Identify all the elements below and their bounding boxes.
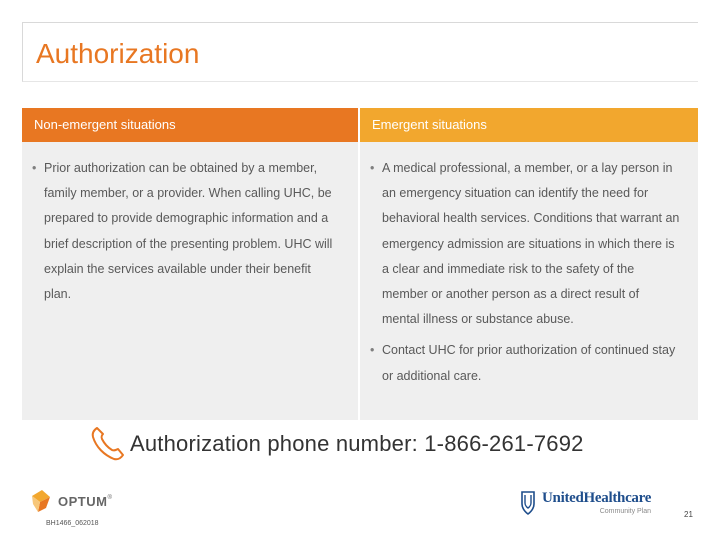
non-emergent-heading: Non-emergent situations [22,108,358,142]
page-number: 21 [684,510,693,519]
uhc-community-plan: Community Plan [599,508,652,515]
emergent-heading: Emergent situations [360,108,698,142]
emergent-list [360,142,698,389]
phone-callout [88,424,584,464]
non-emergent-list [22,142,358,307]
uhc-shield-icon [520,490,536,516]
authorization-phone-number: Authorization phone number: 1-866-261-7692 [130,431,584,456]
optum-wordmark: OPTUM [58,493,108,509]
phone-handset-icon [88,424,128,464]
document-code: BH1466_062018 [46,520,99,527]
page-title: Authorization [36,38,200,69]
unitedhealthcare-logo [520,490,651,516]
list-item: • Contact UHC for prior authorization of continued stay or additional care. [382,338,680,388]
emergent-panel [360,108,698,420]
uhc-wordmark: UnitedHealthcare [542,490,652,506]
trademark-symbol: ® [107,495,112,501]
non-emergent-panel [22,108,358,420]
list-item: • A medical professional, a member, or a lay person in an emergency situation can identify the need for behavioral health services. Conditions that warrant an emergency admission are situations in which there is a clear and immediate risk to the safety of the member or another person as a direct result of mental illness or substance abuse. [382,156,680,332]
list-item: • Prior authorization can be obtained by a member, family member, or a provider. When calling UHC, be prepared to provide demographic information and a brief description of the presenting problem. UHC will explain the services available under their benefit plan. [44,156,340,307]
optum-logo [30,488,112,514]
optum-mark-icon [30,488,54,514]
